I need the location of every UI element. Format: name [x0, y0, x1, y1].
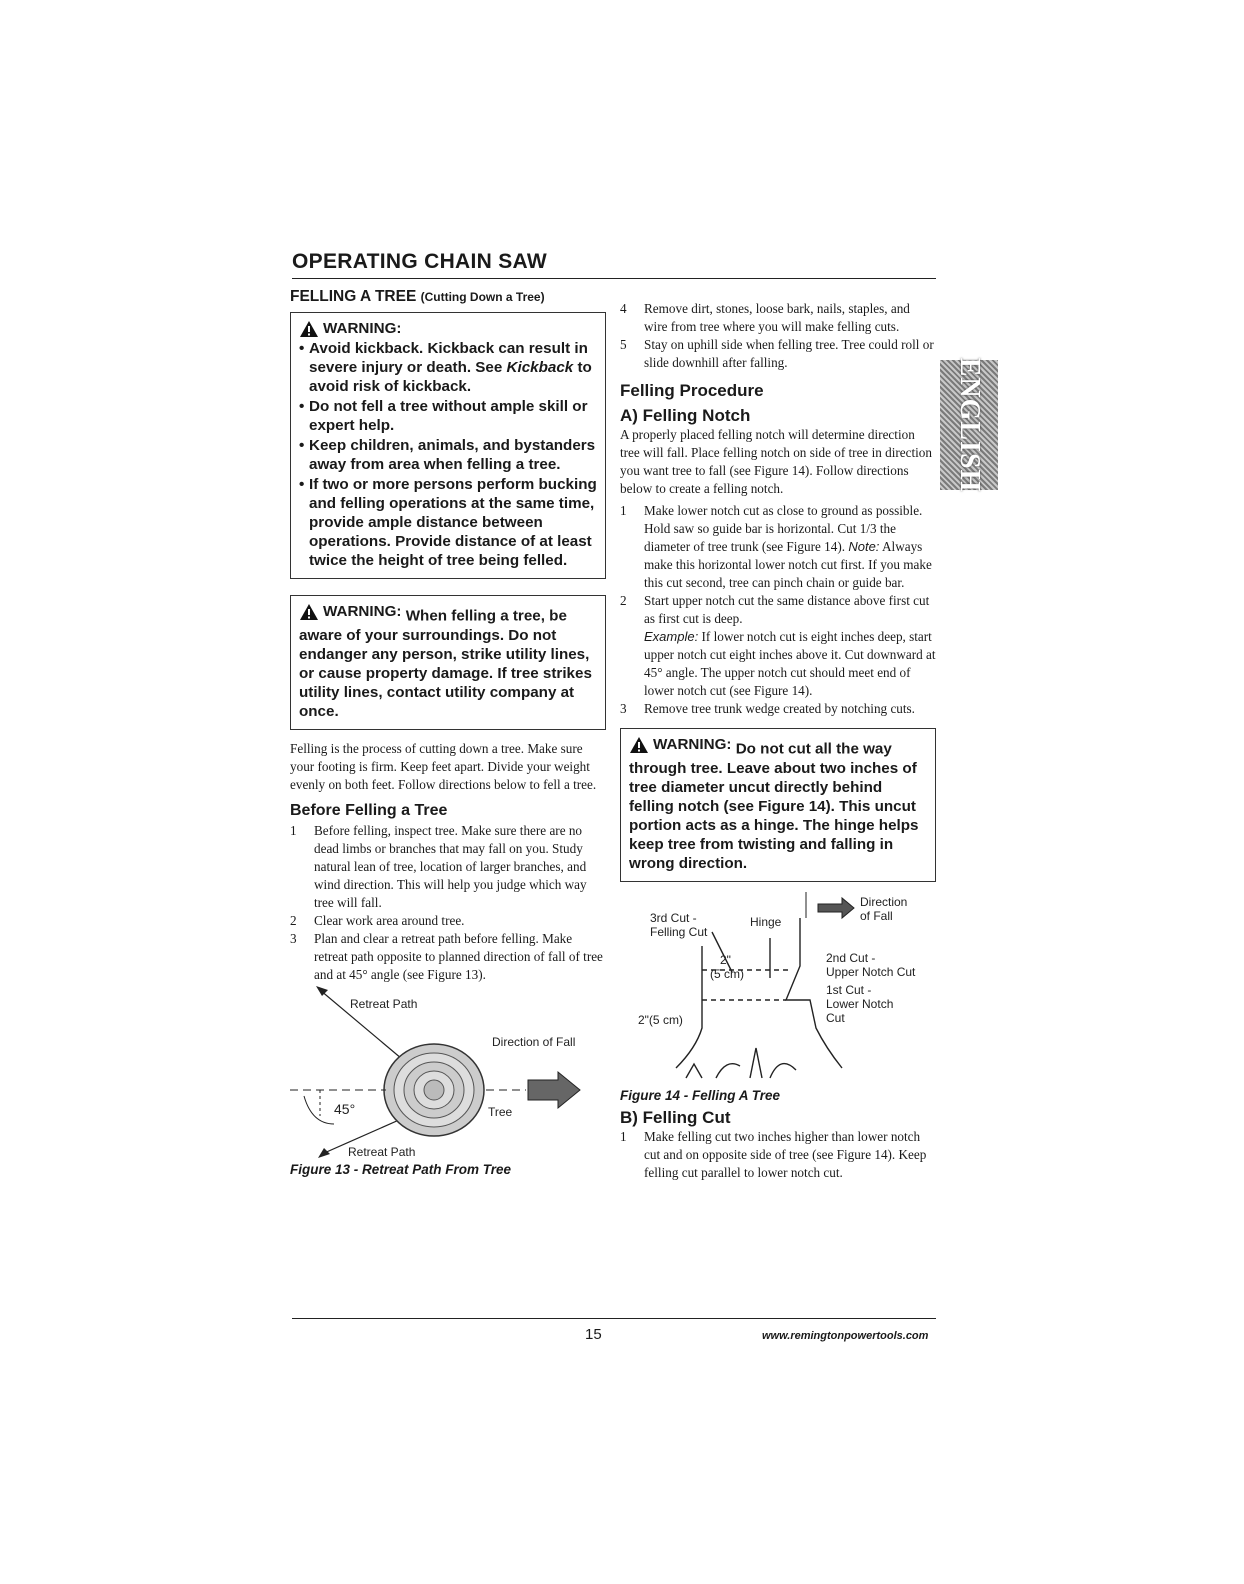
- warning-bullet: • If two or more persons perform bucking and felling operations at the same time, provide ample distance between operations. Provide distance of at least twice the height of tree being felled.: [299, 475, 597, 570]
- warning-triangle-icon: [299, 320, 319, 338]
- warning-text: When felling a tree, be aware of your surroundings. Do not endanger any person, strike utility lines, or cause property damage. If tree strikes utility lines, contact utility company at once.: [299, 607, 592, 720]
- dimension-label: 2"(5 cm): [638, 1012, 683, 1027]
- intro-paragraph: Felling is the process of cutting down a tree. Make sure your footing is firm. Keep feet apart. Divide your weight evenly on both feet. Follow directions below to fell a tree.: [290, 740, 597, 792]
- felling-heading-sub: (Cutting Down a Tree): [420, 290, 545, 304]
- dimension-label: (5 cm): [710, 966, 744, 981]
- dimension-label: 2": [720, 952, 731, 967]
- figure-13-caption: Figure 13 - Retreat Path From Tree: [290, 1161, 512, 1177]
- warning-triangle-icon: [629, 736, 649, 754]
- list-item: 1 Before felling, inspect tree. Make sure there are no dead limbs or branches that may fall on you. Study natural lean of tree, location of larger branches, and wind direction. This will help you judge which way tree will fall.: [290, 822, 587, 910]
- kickback-reference: Kickback: [506, 359, 574, 376]
- figure-14-caption: Figure 14 - Felling A Tree: [620, 1087, 781, 1103]
- warning-bullet: • Do not fell a tree without ample skill or expert help.: [299, 397, 597, 435]
- first-cut-label: Cut: [826, 1010, 845, 1025]
- warning-triangle-icon: [299, 603, 319, 621]
- list-item: 2 Clear work area around tree.: [290, 912, 465, 928]
- felling-notch-heading: A) Felling Notch: [620, 406, 751, 425]
- warning-box-hinge: WARNING: Do not cut all the way through tree. Leave about two inches of tree diameter uncut directly behind felling notch (see Figure 14). This uncut portion acts as a hinge. The hinge helps keep tree from twisting and falling in wrong direction.: [620, 728, 936, 882]
- figure-14-felling-diagram: [620, 888, 936, 1088]
- tree-trunk-icon: [676, 918, 842, 1078]
- second-cut-label: Upper Notch Cut: [826, 964, 916, 979]
- felling-cut-heading: B) Felling Cut: [620, 1107, 731, 1127]
- first-cut-label: Lower Notch: [826, 996, 894, 1011]
- direction-arrow-icon: [818, 898, 854, 918]
- direction-arrow-icon: [528, 1072, 580, 1108]
- warning-bullet: • Keep children, animals, and bystanders away from area when felling a tree.: [299, 436, 597, 474]
- bottom-divider: [292, 1318, 936, 1319]
- warning-bullet: • Avoid kickback. Kickback can result in severe injury or death. See Kickback to avoid risk of kickback.: [299, 339, 597, 396]
- list-item: 2 Start upper notch cut the same distance above first cut as first cut is deep. Example: If lower notch cut is eight inches deep, start upper notch cut eight inches above it. Cut downward at 45° angle. The upper notch cut should meet end of lower notch cut (see Figure 14).: [620, 593, 936, 698]
- felling-procedure-heading: Felling Procedure: [620, 381, 764, 400]
- website-url: www.remingtonpowertools.com: [762, 1330, 929, 1342]
- warning-title: WARNING:: [299, 319, 597, 338]
- retreat-path-label: Retreat Path: [350, 996, 418, 1011]
- angle-label: 45°: [334, 1100, 356, 1117]
- page-number: 15: [585, 1326, 602, 1343]
- list-item: 1 Make felling cut two inches higher than lower notch cut and on opposite side of tree (see Figure 14). Keep felling cut parallel to lower notch cut.: [620, 1128, 927, 1180]
- list-item: 1 Make lower notch cut as close to ground as possible. Hold saw so guide bar is horizontal. Cut 1/3 the diameter of tree trunk (see Figure 14). Note: Always make this horizontal lower notch cut first. If you make this cut second, tree can pinch chain or guide bar.: [620, 503, 932, 590]
- retreat-path-label: Retreat Path: [348, 1144, 416, 1159]
- arrow-icon: [318, 1148, 330, 1158]
- warning-box-kickback: [290, 312, 606, 579]
- list-item: 4 Remove dirt, stones, loose bark, nails, staples, and wire from tree where you will make felling cuts.: [620, 301, 910, 334]
- section-title: OPERATING CHAIN SAW: [292, 250, 547, 273]
- top-divider: [292, 278, 936, 279]
- first-cut-label: 1st Cut -: [826, 982, 872, 997]
- warning-box-surroundings: WARNING: When felling a tree, be aware of your surroundings. Do not endanger any person, strike utility lines, or cause property damage. If tree strikes utility lines, contact utility company at once.: [290, 595, 606, 730]
- second-cut-label: 2nd Cut -: [826, 950, 876, 965]
- hinge-label: Hinge: [750, 914, 782, 929]
- language-tab: ENGLISH: [940, 360, 998, 490]
- felling-notch-intro: A properly placed felling notch will determine direction tree will fall. Place felling notch on side of tree in direction you want tree to fall (see Figure 14). Follow directions below to create a felling notch.: [620, 427, 932, 496]
- direction-label: of Fall: [860, 908, 893, 923]
- list-item: 3 Plan and clear a retreat path before felling. Make retreat path opposite to planned direction of fall of tree and at 45° angle (see Figure 13).: [290, 930, 603, 982]
- warning-text: Do not cut all the way through tree. Leave about two inches of tree diameter uncut directly behind felling notch (see Figure 14). This uncut portion acts as a hinge. The hinge helps keep tree from twisting and falling in wrong direction.: [629, 740, 919, 872]
- list-item: 3 Remove tree trunk wedge created by notching cuts.: [620, 701, 915, 716]
- felling-heading-main: FELLING A TREE: [290, 288, 417, 305]
- before-felling-heading: Before Felling a Tree: [290, 801, 448, 819]
- third-cut-label: 3rd Cut -: [650, 910, 697, 925]
- tree-label: Tree: [488, 1104, 513, 1119]
- tree-rings-icon: [384, 1044, 484, 1136]
- third-cut-label: Felling Cut: [650, 924, 708, 939]
- direction-label: Direction: [860, 894, 908, 909]
- left-column: [290, 288, 606, 1177]
- felling-heading: [290, 288, 606, 306]
- list-item: 5 Stay on uphill side when felling tree. Tree could roll or slide downhill after falling.: [620, 337, 934, 370]
- figure-13-retreat-path: [290, 986, 606, 1162]
- direction-of-fall-label: Direction of Fall: [492, 1034, 576, 1049]
- right-column: [620, 300, 936, 1182]
